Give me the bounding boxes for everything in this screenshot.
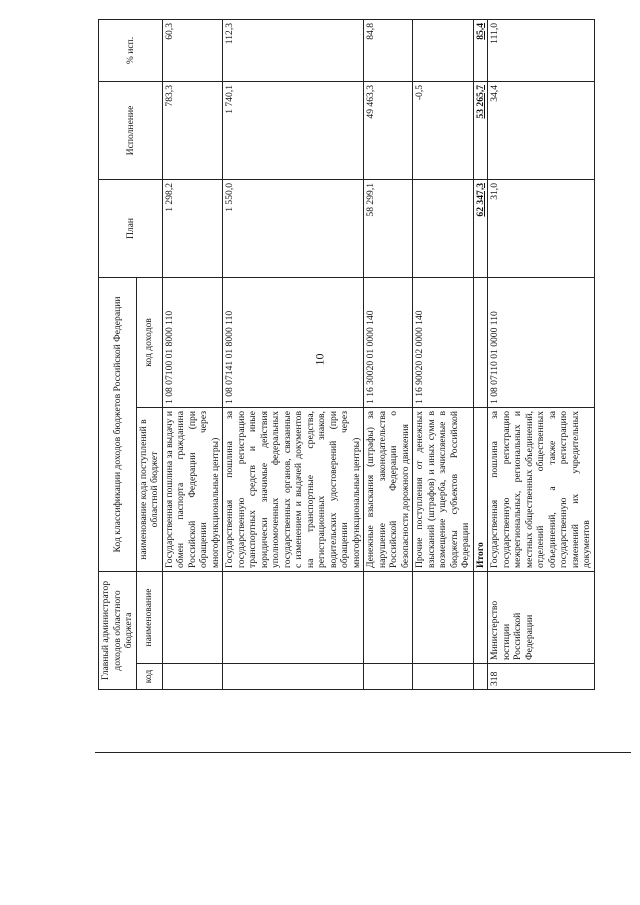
percent-cell: 112,3 xyxy=(223,19,364,81)
table-row xyxy=(413,19,474,689)
execution-cell: 1 740,1 xyxy=(223,81,364,179)
plan-cell: 58 299,1 xyxy=(364,179,413,277)
execution-cell: 34,4 xyxy=(488,81,595,179)
bottom-rule-divider xyxy=(95,752,631,753)
total-execution-cell xyxy=(473,81,488,179)
admin-code-cell: 318 xyxy=(488,664,595,690)
percent-cell: 60,3 xyxy=(162,19,223,81)
admin-name-cell: Министерство юстиции Российской Федерации xyxy=(488,572,595,664)
header-row-1 xyxy=(99,19,137,689)
income-code-cell: 1 08 07100 01 8000 110 xyxy=(162,277,223,407)
percent-cell xyxy=(413,19,474,81)
total-admin-cell xyxy=(473,572,488,664)
header-name: наименование xyxy=(136,572,162,664)
header-classification-group: Код классификации доходов бюджетов Российской Федерации xyxy=(99,277,137,571)
admin-name-cell xyxy=(223,572,364,664)
admin-code-cell xyxy=(223,664,364,690)
total-plan-value: 62 347,3 xyxy=(474,182,486,217)
total-plan-cell xyxy=(473,179,488,277)
table-row xyxy=(162,19,223,689)
total-execution-value: 53 265,7 xyxy=(474,84,486,119)
income-code-cell: 1 16 30020 01 0000 140 xyxy=(364,277,413,407)
plan-cell xyxy=(413,179,474,277)
table-row xyxy=(364,19,413,689)
execution-cell: 783,3 xyxy=(162,81,223,179)
admin-code-cell xyxy=(162,664,223,690)
income-code-cell: 1 16 90020 02 0000 140 xyxy=(413,277,474,407)
table-row xyxy=(223,19,364,689)
page-number: 10 xyxy=(312,353,327,366)
income-code-cell: 1 08 07141 01 8000 110 xyxy=(223,277,364,407)
total-percent-cell xyxy=(473,19,488,81)
admin-name-cell xyxy=(413,572,474,664)
header-admin-group: Главный администратор доходов областного бюджета xyxy=(99,572,137,690)
income-name-cell: Государственная пошлина за государственную регистрацию межрегиональных, региональных и местных общественных объединений, отделений общественных объединений, а также за государственную регистрацию изменений их учредительных документов xyxy=(488,408,595,572)
percent-cell: 111,0 xyxy=(488,19,595,81)
income-table xyxy=(98,19,595,690)
plan-cell: 1 550,0 xyxy=(223,179,364,277)
total-kbk-cell xyxy=(473,277,488,407)
total-label-cell: Итого xyxy=(473,408,488,572)
admin-code-cell xyxy=(413,664,474,690)
header-income-code: код доходов xyxy=(136,277,162,407)
admin-code-cell xyxy=(364,664,413,690)
header-execution: Исполнение xyxy=(99,81,163,179)
table-row xyxy=(488,19,595,689)
plan-cell: 1 298,2 xyxy=(162,179,223,277)
admin-name-cell xyxy=(364,572,413,664)
header-income-name: наименование кода поступлений в областной бюджет xyxy=(136,408,162,572)
execution-cell: -0,5 xyxy=(413,81,474,179)
income-name-cell: Государственная пошлина за выдачу и обмен паспорта гражданина Российской Федерации (при обращении через многофункциональные центры) xyxy=(162,408,223,572)
total-code-cell xyxy=(473,664,488,690)
execution-cell: 49 463,3 xyxy=(364,81,413,179)
rotated-table-container xyxy=(98,20,594,690)
percent-cell: 84,8 xyxy=(364,19,413,81)
header-percent: % исп. xyxy=(99,19,163,81)
admin-name-cell xyxy=(162,572,223,664)
income-code-cell: 1 08 07110 01 0000 110 xyxy=(488,277,595,407)
total-row xyxy=(473,19,488,689)
total-percent-value: 85,4 xyxy=(474,22,486,40)
header-code: код xyxy=(136,664,162,690)
plan-cell: 31,0 xyxy=(488,179,595,277)
income-name-cell: Государственная пошлина за государственную регистрацию транспортных средств и иные юридически значимые действия уполномоченных федеральных государственных органов, связанные с изменением и выдачей документов на транспортные средства, регистрационных знаков, водительских удостоверений (при обращении через многофункциональные центры) xyxy=(223,408,364,572)
income-name-cell: Денежные взыскания (штрафы) за нарушение законодательства Российской Федерации о безопасности дорожного движения xyxy=(364,408,413,572)
header-plan: План xyxy=(99,179,163,277)
income-name-cell: Прочие поступления от денежных взысканий (штрафов) и иных сумм в возмещение ущерба, зачисляемые в бюджеты субъектов Российской Федерации xyxy=(413,408,474,572)
